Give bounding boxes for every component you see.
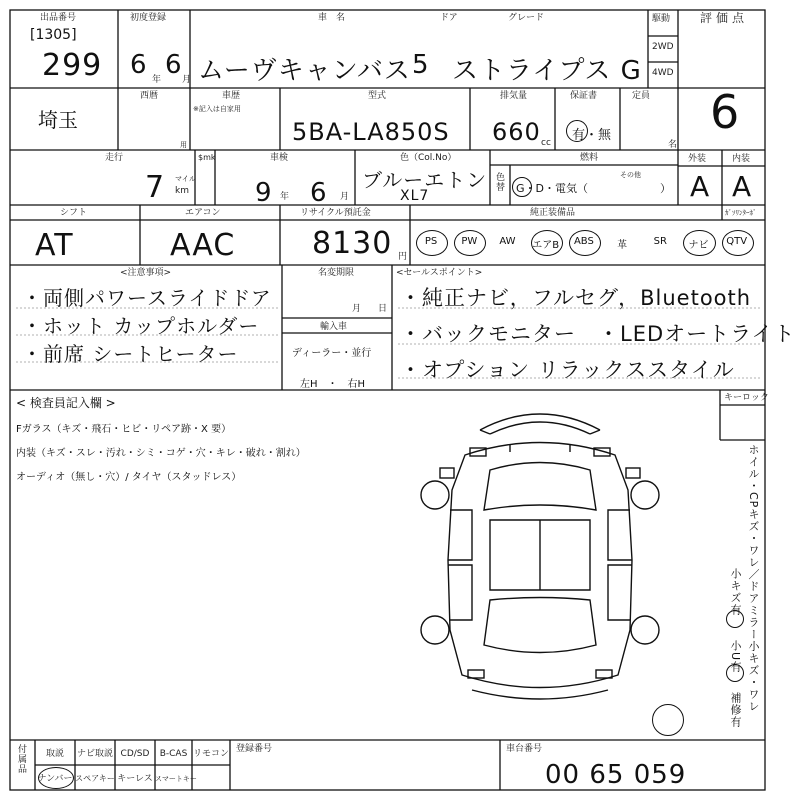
drive-2wd: 2WD bbox=[652, 42, 674, 52]
note-circle-1 bbox=[726, 610, 744, 628]
sales-line-2: ・バックモニター ・LEDオートライト bbox=[400, 322, 796, 346]
equipment-label: 純正装備品 bbox=[530, 208, 576, 218]
name-change-month: 月 bbox=[352, 304, 362, 314]
equipment-item: QTV bbox=[726, 236, 748, 247]
equipment-item: ナビ bbox=[688, 240, 709, 251]
equipment-circle bbox=[683, 230, 715, 256]
fuel-close: ） bbox=[660, 182, 671, 195]
door-count: 5 bbox=[412, 50, 430, 80]
chassis-label: 車台番号 bbox=[506, 744, 543, 754]
drive-label: 駆動 bbox=[652, 14, 671, 24]
lot-label: 出品番号 bbox=[40, 13, 77, 23]
sales-line-1: ・純正ナビ，フルセグ，Bluetooth bbox=[400, 286, 752, 310]
equipment-item: SR bbox=[653, 236, 667, 247]
plate-circle bbox=[38, 767, 74, 789]
dollar-label: $mk bbox=[198, 153, 216, 162]
displacement: 660 bbox=[492, 118, 541, 146]
score: 6 bbox=[710, 85, 741, 139]
note-circle-2 bbox=[726, 664, 744, 682]
accessory-cd-sd: CD/SD bbox=[120, 749, 150, 759]
yen-unit: 円 bbox=[398, 252, 408, 262]
color-change-label: 色替 bbox=[494, 172, 504, 192]
caution-line-1: ・両側パワースライドドア bbox=[22, 286, 272, 310]
score-label: 評価点 bbox=[700, 11, 749, 25]
shift: AT bbox=[35, 228, 74, 263]
color-text: ブルーエトン bbox=[362, 168, 488, 192]
accessory-keyless: キーレス bbox=[117, 774, 153, 784]
name-change-day: 日 bbox=[378, 304, 388, 314]
first-reg-label: 初度登録 bbox=[130, 13, 167, 23]
color-code: XL7 bbox=[400, 188, 430, 204]
lot-series: [1305] bbox=[30, 27, 77, 43]
car-name-label: 車 名 bbox=[318, 13, 346, 23]
accessory-smart-key: スマートキー bbox=[155, 775, 197, 783]
inspection-month: 6 bbox=[310, 178, 328, 208]
mile-unit: マイル bbox=[175, 175, 196, 183]
sales-line-3: ・オプション リラックススタイル bbox=[400, 358, 735, 382]
interior-grade: A bbox=[732, 170, 753, 203]
inspector-line-1: Fガラス（キズ・飛石・ヒビ・リペア跡・X 要） bbox=[16, 424, 232, 435]
warranty-value: 有・無 bbox=[572, 128, 612, 143]
history-note: ※記入は自家用 bbox=[193, 105, 241, 113]
wheel-mirror-note: ホイル・CPキズ・ワレ／ドアミラー小キズ・ワレ bbox=[747, 444, 760, 713]
color-label: 色（Col.No） bbox=[400, 153, 457, 163]
grade-label: グレード bbox=[508, 13, 545, 23]
inspector-line-3: オーディオ（無し・穴）/ タイヤ（スタッドレス） bbox=[16, 472, 242, 483]
cc-unit: cc bbox=[541, 138, 551, 148]
accessory-remote: リモコン bbox=[192, 749, 229, 759]
model-code: 5BA-LA850S bbox=[292, 118, 450, 146]
capacity-suffix: 名 bbox=[668, 140, 678, 150]
caution-label: <注意事項> bbox=[120, 268, 172, 278]
note-small-dent: 小U有 bbox=[729, 640, 742, 674]
inspector-title: < 検査員記入欄 > bbox=[16, 396, 116, 410]
equipment-circle bbox=[531, 230, 563, 256]
inspection-label: 車検 bbox=[270, 153, 289, 163]
sales-label: <セールスポイント> bbox=[396, 268, 483, 278]
accessory-nav-manual: ナビ取説 bbox=[76, 749, 113, 759]
turbo-label: ｶﾞｿﾘﾝﾀｰﾎﾞ bbox=[725, 209, 757, 217]
accessory-bcas: B-CAS bbox=[159, 749, 188, 759]
drive-4wd: 4WD bbox=[652, 68, 674, 78]
warranty-circle bbox=[566, 120, 588, 142]
note-small-scratch: 小キズ有 bbox=[729, 568, 742, 616]
first-reg-year-unit: 年 bbox=[152, 75, 162, 85]
caution-line-3: ・前席 シートヒーター bbox=[22, 342, 239, 366]
first-reg-month-unit: 月 bbox=[182, 75, 192, 85]
aircon-label: エアコン bbox=[185, 208, 221, 218]
fuel-label: 燃料 bbox=[580, 153, 599, 163]
first-reg-month: 6 bbox=[165, 50, 183, 80]
equipment-circle bbox=[569, 230, 601, 256]
capacity-label: 定員 bbox=[632, 91, 651, 101]
import-label: 輸入車 bbox=[320, 322, 348, 332]
door-label: ドア bbox=[440, 13, 458, 23]
exterior-grade: A bbox=[690, 170, 711, 203]
equipment-item: PW bbox=[461, 236, 478, 247]
dealer-parallel: ディーラー・並行 bbox=[292, 348, 372, 359]
exterior-label: 外装 bbox=[688, 154, 707, 164]
car-diagram bbox=[410, 400, 670, 710]
grade: ストライプス G bbox=[452, 56, 642, 86]
history-suffix: 用 bbox=[180, 141, 187, 149]
warranty-label: 保証書 bbox=[570, 91, 598, 101]
inspector-line-2: 内装（キズ・スレ・汚れ・シミ・コゲ・穴・キレ・破れ・割れ） bbox=[16, 448, 306, 459]
fuel-circle bbox=[512, 177, 532, 197]
accessory-manual: 取説 bbox=[45, 749, 64, 759]
inspection-year-unit: 年 bbox=[280, 192, 290, 202]
spare-tire-circle bbox=[652, 704, 684, 736]
keylock-label: キーロック bbox=[724, 393, 769, 403]
note-repaired: 補修有 bbox=[729, 692, 742, 728]
car-name: ムーヴキャンバス bbox=[198, 56, 411, 86]
equipment-item: AW bbox=[499, 236, 516, 247]
equipment-circle bbox=[722, 230, 754, 256]
equipment-item: 革 bbox=[617, 240, 628, 251]
model-label: 型式 bbox=[368, 91, 387, 101]
accessory-spare-key: スペアキー bbox=[75, 774, 115, 783]
equipment-item: ABS bbox=[573, 236, 594, 247]
shift-label: シフト bbox=[60, 208, 88, 218]
fuel-options: G・D・電気（ bbox=[516, 182, 588, 195]
interior-label: 内装 bbox=[732, 154, 751, 164]
inspection-year: 9 bbox=[255, 178, 273, 208]
mileage: 7 bbox=[145, 170, 166, 205]
first-reg-year: 6 bbox=[130, 50, 148, 80]
accessory-plate: ナンバー bbox=[37, 774, 73, 784]
aircon: AAC bbox=[170, 228, 236, 263]
lot-number: 299 bbox=[42, 48, 103, 83]
western-label: 西暦 bbox=[140, 91, 159, 101]
fuel-other: その他 bbox=[620, 171, 641, 179]
displacement-label: 排気量 bbox=[500, 91, 528, 101]
recycle-label: リサイクル預託金 bbox=[300, 208, 371, 218]
mileage-label: 走行 bbox=[105, 153, 124, 163]
equipment-item: PS bbox=[424, 236, 438, 247]
chassis-number: 00 65 059 bbox=[545, 760, 687, 790]
equipment-circle bbox=[416, 230, 448, 256]
km-unit: km bbox=[175, 186, 189, 196]
region: 埼玉 bbox=[38, 108, 78, 132]
history-label: 車歴 bbox=[222, 91, 241, 101]
accessories-label: 付属品 bbox=[16, 744, 26, 774]
recycle-amount: 8130 bbox=[312, 226, 393, 261]
caution-line-2: ・ホット カップホルダー bbox=[22, 314, 260, 338]
steering: 左H ・ 右H bbox=[300, 379, 366, 390]
name-change-label: 名変期限 bbox=[318, 268, 355, 278]
inspection-month-unit: 月 bbox=[340, 192, 350, 202]
reg-number-label: 登録番号 bbox=[236, 744, 273, 754]
equipment-item: エアB bbox=[532, 240, 560, 251]
